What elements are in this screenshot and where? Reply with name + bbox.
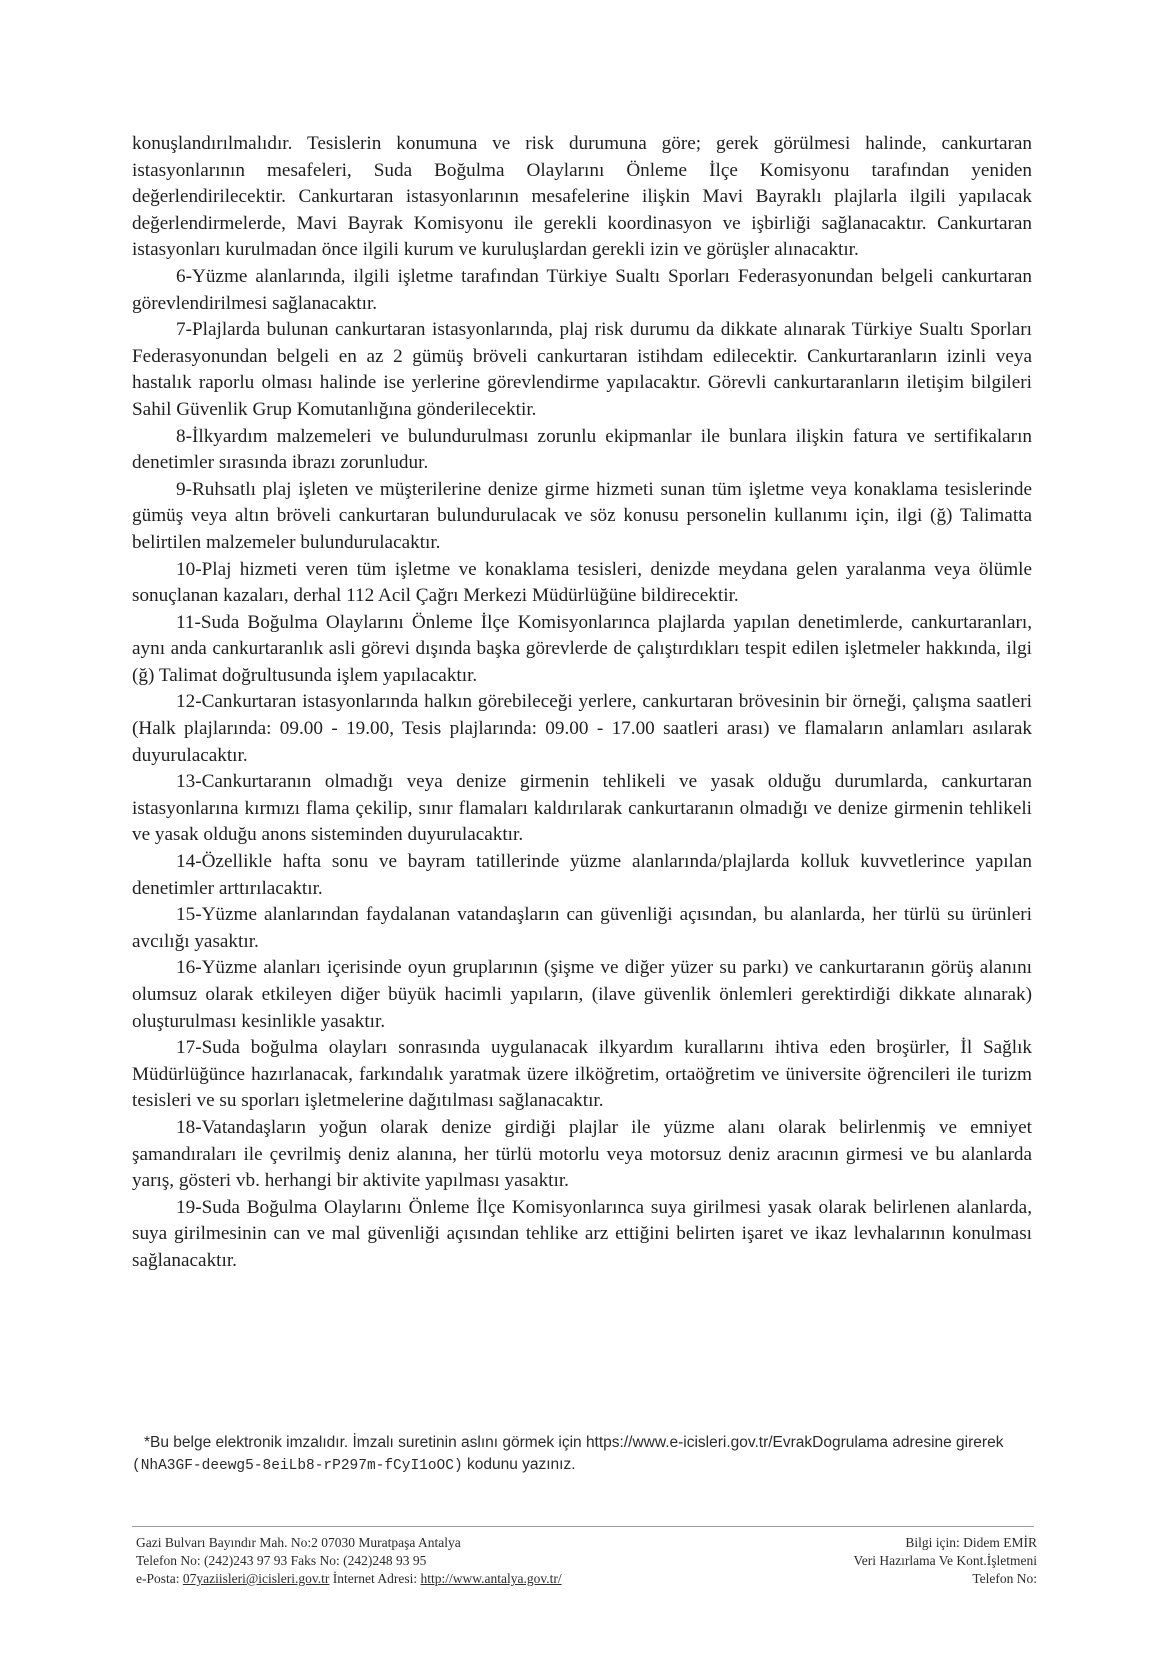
paragraph-item-10: 10-Plaj hizmeti veren tüm işletme ve konaklama tesisleri, denizde meydana gelen yaralanma veya ölümle sonuçlanan kazaları, derhal 112 Acil Çağrı Merkezi Müdürlüğüne bildirecektir.	[132, 558, 1032, 607]
paragraph-item-16: 16-Yüzme alanları içerisinde oyun gruplarının (şişme ve diğer yüzer su parkı) ve cankurtaranın görüş alanını olumsuz olarak etkileyen diğer büyük hacimli yapıların, (ilave güvenlik önlemleri gerektirdiği dikkate alınarak) oluşturulması kesinlikle yasaktır.	[132, 957, 1032, 1032]
document-body	[132, 131, 1032, 1275]
verification-text-prefix: *Bu belge elektronik imzalıdır. İmzalı suretinin aslını görmek için https://www.e-icisleri.gov.tr/EvrakDogrulama adresine girerek	[144, 1434, 1004, 1451]
paragraph-item-12: 12-Cankurtaran istasyonlarında halkın görebileceği yerlere, cankurtaran brövesinin bir örneği, çalışma saatleri (Halk plajlarında: 09.00 - 19.00, Tesis plajlarında: 09.00 - 17.00 saatleri arası) ve flamaların anlamları asılarak duyurulacaktır.	[132, 691, 1032, 766]
verification-code: (NhA3GF-deewg5-8eiLb8-rP297m-fCyI1oOC)	[132, 1458, 463, 1474]
paragraph-item-9: 9-Ruhsatlı plaj işleten ve müşterilerine denize girme hizmeti sunan tüm işletme veya konaklama tesislerinde gümüş veya altın bröveli cankurtaran bulundurulacak ve söz konusu personelin kullanımı için, ilgi (ğ) Talimatta belirtilen malzemeler bulundurulacaktır.	[132, 478, 1032, 553]
footer-contact-right	[697, 1534, 1037, 1588]
paragraph-item-11: 11-Suda Boğulma Olaylarını Önleme İlçe Komisyonlarınca plajlarda yapılan denetimlerde, cankurtaranları, aynı anda cankurtaranlık asli görevi dışında başka görevlerde de çalıştırdıkları tespit edilen işletmeler hakkında, ilgi (ğ) Talimat doğrultusunda işlem yapılacaktır.	[132, 611, 1032, 686]
paragraph-item-15: 15-Yüzme alanlarından faydalanan vatandaşların can güvenliği açısından, bu alanlarda, her türlü su ürünleri avcılığı yasaktır.	[132, 904, 1032, 952]
footer-divider	[132, 1526, 1034, 1527]
paragraph-item-7: 7-Plajlarda bulunan cankurtaran istasyonlarında, plaj risk durumu da dikkate alınarak Türkiye Sualtı Sporları Federasyonundan belgeli en az 2 gümüş bröveli cankurtaran istihdam edilecektir. Cankurtaranların izinli veya hastalık raporlu olması halinde ise yerlerine görevlendirme yapılacaktır. Görevli cankurtaranların iletişim bilgileri Sahil Güvenlik Grup Komutanlığına gönderilecektir.	[132, 319, 1032, 420]
footer-contact-left	[136, 1534, 696, 1588]
footer-web-link[interactable]: http://www.antalya.gov.tr/	[420, 1571, 562, 1586]
paragraph-item-6: 6-Yüzme alanlarında, ilgili işletme tarafından Türkiye Sualtı Sporları Federasyonundan belgeli cankurtaran görevlendirilmesi sağlanacaktır.	[132, 265, 1032, 314]
paragraph-item-19: 19-Suda Boğulma Olaylarını Önleme İlçe Komisyonlarınca suya girilmesi yasak olarak belirlenen alanlarda, suya girilmesinin can ve mal güvenliği açısından tehlike arz ettiğini belirten işaret ve ikaz levhalarının konulması sağlanacaktır.	[132, 1196, 1032, 1271]
paragraph-item-17: 17-Suda boğulma olayları sonrasında uygulanacak ilkyardım kurallarını ihtiva eden broşürler, İl Sağlık Müdürlüğünce hazırlanacak, farkındalık yaratmak üzere ilköğretim, ortaöğretim ve üniversite öğrencileri ile turizm tesisleri ve su sporları işletmelerine dağıtılması sağlanacaktır.	[132, 1037, 1032, 1112]
footer-address: Gazi Bulvarı Bayındır Mah. No:2 07030 Muratpaşa Antalya	[136, 1535, 461, 1550]
footer-phone-fax: Telefon No: (242)243 97 93 Faks No: (242)248 93 95	[136, 1553, 427, 1568]
paragraph-item-8: 8-İlkyardım malzemeleri ve bulundurulması zorunlu ekipmanlar ile bunlara ilişkin fatura ve sertifikaların denetimler sırasında ibrazı zorunludur.	[132, 425, 1032, 474]
paragraph-item-13: 13-Cankurtaranın olmadığı veya denize girmenin tehlikeli ve yasak olduğu durumlarda, cankurtaran istasyonlarına kırmızı flama çekilip, sınır flamaları kaldırılarak cankurtaranın olmadığı ve denize girmenin tehlikeli ve yasak olduğu anons sisteminden duyurulacaktır.	[132, 771, 1032, 846]
e-signature-verification-note	[132, 1432, 1032, 1477]
footer-email-label: e-Posta:	[136, 1571, 183, 1586]
footer-phone-label: Telefon No:	[972, 1571, 1037, 1586]
footer-web-label: İnternet Adresi:	[329, 1571, 421, 1586]
footer-unit: Veri Hazırlama Ve Kont.İşletmeni	[853, 1553, 1037, 1568]
verification-text-suffix: kodunu yazınız.	[462, 1456, 576, 1473]
footer-email-web-line	[136, 1570, 696, 1588]
footer-info-person: Bilgi için: Didem EMİR	[905, 1535, 1037, 1550]
footer-email-link[interactable]: 07yaziisleri@icisleri.gov.tr	[182, 1571, 330, 1586]
paragraph-continuation: konuşlandırılmalıdır. Tesislerin konumuna ve risk durumuna göre; gerek görülmesi halinde, cankurtaran istasyonlarının mesafeleri, Suda Boğulma Olaylarını Önleme İlçe Komisyonu tarafından yeniden değerlendirilecektir. Cankurtaran istasyonlarının mesafelerine ilişkin Mavi Bayraklı plajlarla ilgili yapılacak değerlendirmelerde, Mavi Bayrak Komisyonu ile gerekli koordinasyon ve işbirliği sağlanacaktır. Cankurtaran istasyonları kurulmadan önce ilgili kurum ve kuruluşlardan gerekli izin ve görüşler alınacaktır.	[132, 133, 1032, 261]
paragraph-item-18: 18-Vatandaşların yoğun olarak denize girdiği plajlar ile yüzme alanı olarak belirlenmiş ve emniyet şamandıraları ile çevrilmiş deniz alanına, her türlü motorlu veya motorsuz deniz aracının girmesi ve bu alanlarda yarış, gösteri vb. herhangi bir aktivite yapılması yasaktır.	[132, 1116, 1032, 1192]
paragraph-item-14: 14-Özellikle hafta sonu ve bayram tatillerinde yüzme alanlarında/plajlarda kolluk kuvvetlerince yapılan denetimler arttırılacaktır.	[132, 851, 1032, 899]
